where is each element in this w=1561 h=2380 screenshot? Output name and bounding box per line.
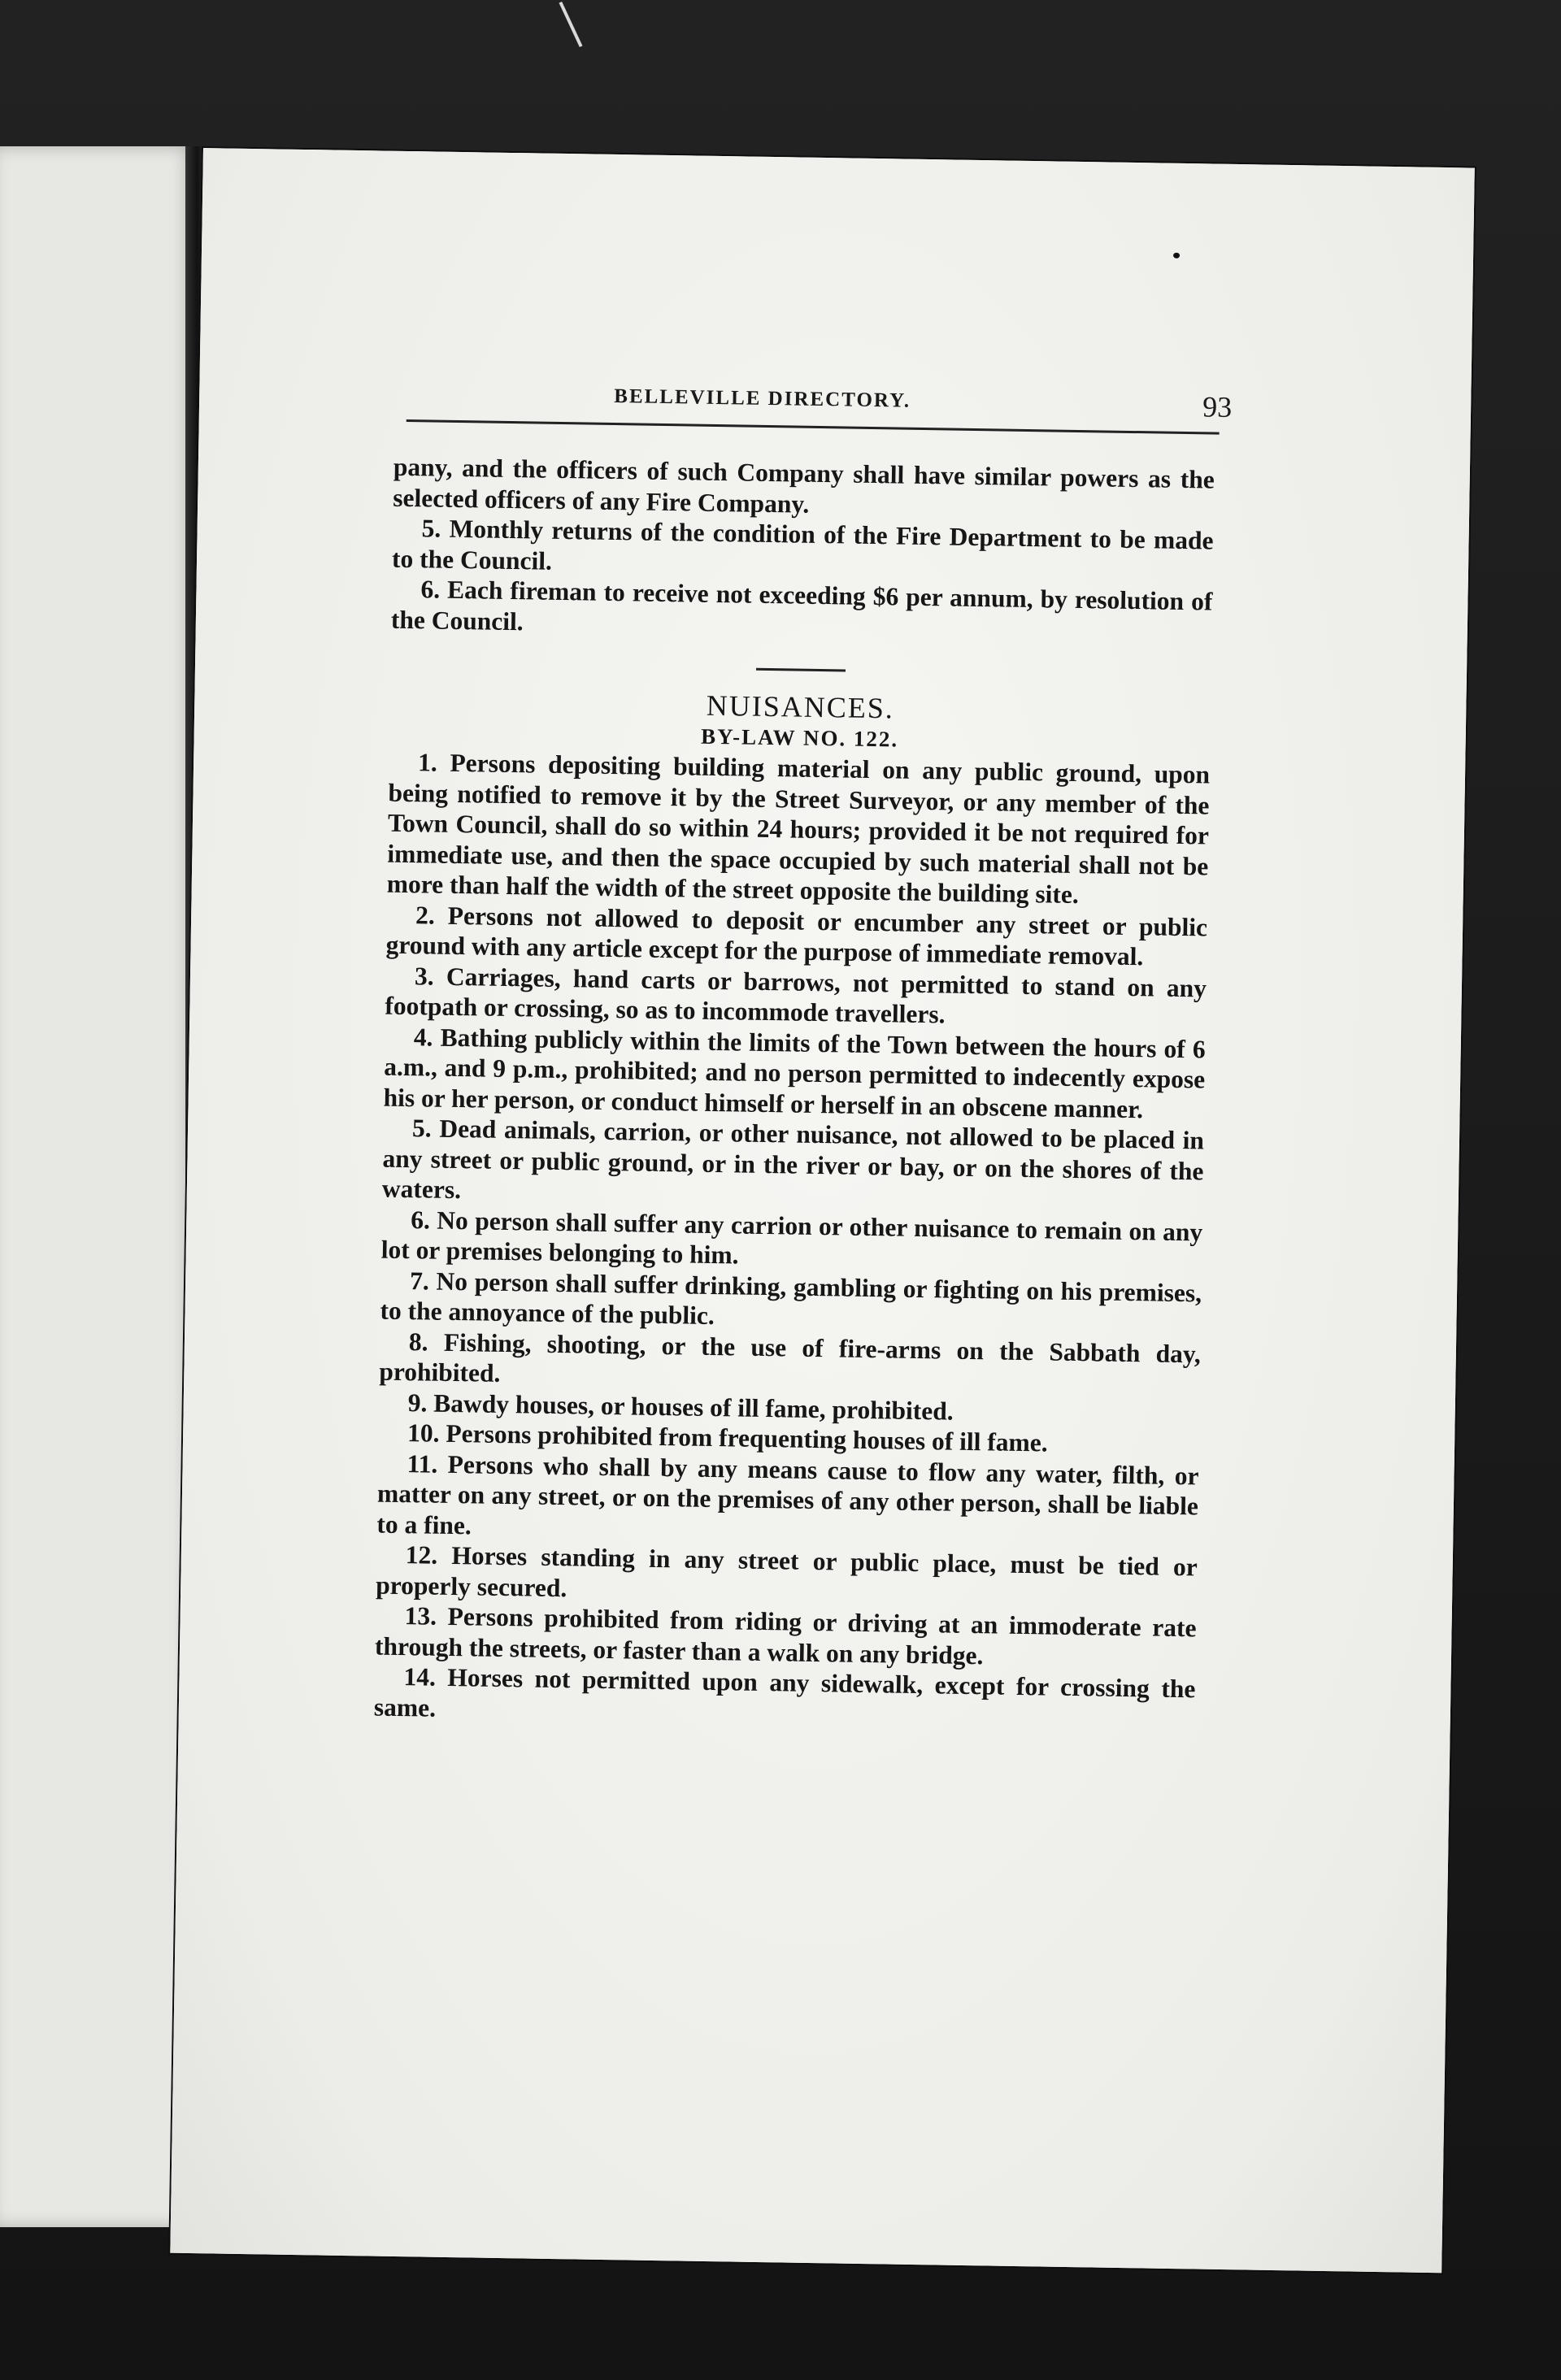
book-page (170, 148, 1474, 2273)
clause-5: 5. Dead animals, carrion, or other nuisance, not allowed to be placed in any street or public ground, or in the river or bay, or on the shores of the waters. (381, 1114, 1205, 1205)
clause-2: 2. Persons not allowed to deposit or encumber any street or public ground with any article except for the purpose of immediate removal. (385, 900, 1208, 971)
page-body (374, 452, 1215, 1735)
clause-10: 10. Persons prohibited from frequenting houses of ill fame. (407, 1418, 1048, 1457)
continued-paragraph: pany, and the officers of such Company shall have similar powers as the selected officers of any Fire Company. (393, 452, 1215, 519)
clause-12: 12. Horses standing in any street or public place, must be tied or properly secured. (375, 1540, 1198, 1602)
clause-14: 14. Horses not permitted upon any sidewalk, except for crossing the same. (373, 1662, 1196, 1722)
running-title: BELLEVILLE DIRECTORY. (614, 384, 911, 412)
section-title: NUISANCES. (706, 688, 895, 725)
clause-6: 6. No person shall suffer any carrion or other nuisance to remain on any lot or premises belonging to him. (380, 1205, 1203, 1270)
facing-page-edge (0, 146, 195, 2227)
paragraph-6: 6. Each fireman to receive not exceeding $6 per annum, by resolution of the Council. (390, 575, 1213, 636)
clause-4: 4. Bathing publicly within the limits of the Town between the hours of 6 a.m., and 9 p.m., prohibited; and no person permitted to indecently expose his or her person, or conduct himself or herself in an obscene manner. (383, 1022, 1207, 1123)
clause-9: 9. Bawdy houses, or houses of ill fame, prohibited. (407, 1388, 954, 1426)
bylaw-heading: BY-LAW NO. 122. (700, 723, 899, 752)
clause-13: 13. Persons prohibited from riding or driving at an immoderate rate through the streets, or faster than a walk on any bridge. (374, 1601, 1197, 1670)
clause-7: 7. No person shall suffer drinking, gambling or fighting on his premises, to the annoyance of the public. (380, 1266, 1202, 1331)
clause-1: 1. Persons depositing building material on any public ground, upon being notified to remove it by the Street Surveyor, or any member of the Town Council, shall do so within 24 hours; provided it be not required for immediate use, and then the space occupied by such material shall not be more than half the width of the street opposite the building site. (386, 748, 1211, 910)
section-divider (756, 668, 846, 672)
paragraph-5: 5. Monthly returns of the condition of the Fire Department to be made to the Council. (391, 514, 1214, 575)
clause-8: 8. Fishing, shooting, or the use of fire-arms on the Sabbath day, prohibited. (379, 1327, 1202, 1388)
page-number: 93 (1202, 390, 1233, 423)
clause-11: 11. Persons who shall by any means cause to flow any water, filth, or matter on any street, or on the premises of any other person, shall be liable to a fine. (376, 1448, 1199, 1540)
ink-speck (1173, 253, 1180, 258)
clause-3: 3. Carriages, hand carts or barrows, not permitted to stand on any footpath or crossing, so as to incommode travellers. (385, 961, 1207, 1029)
